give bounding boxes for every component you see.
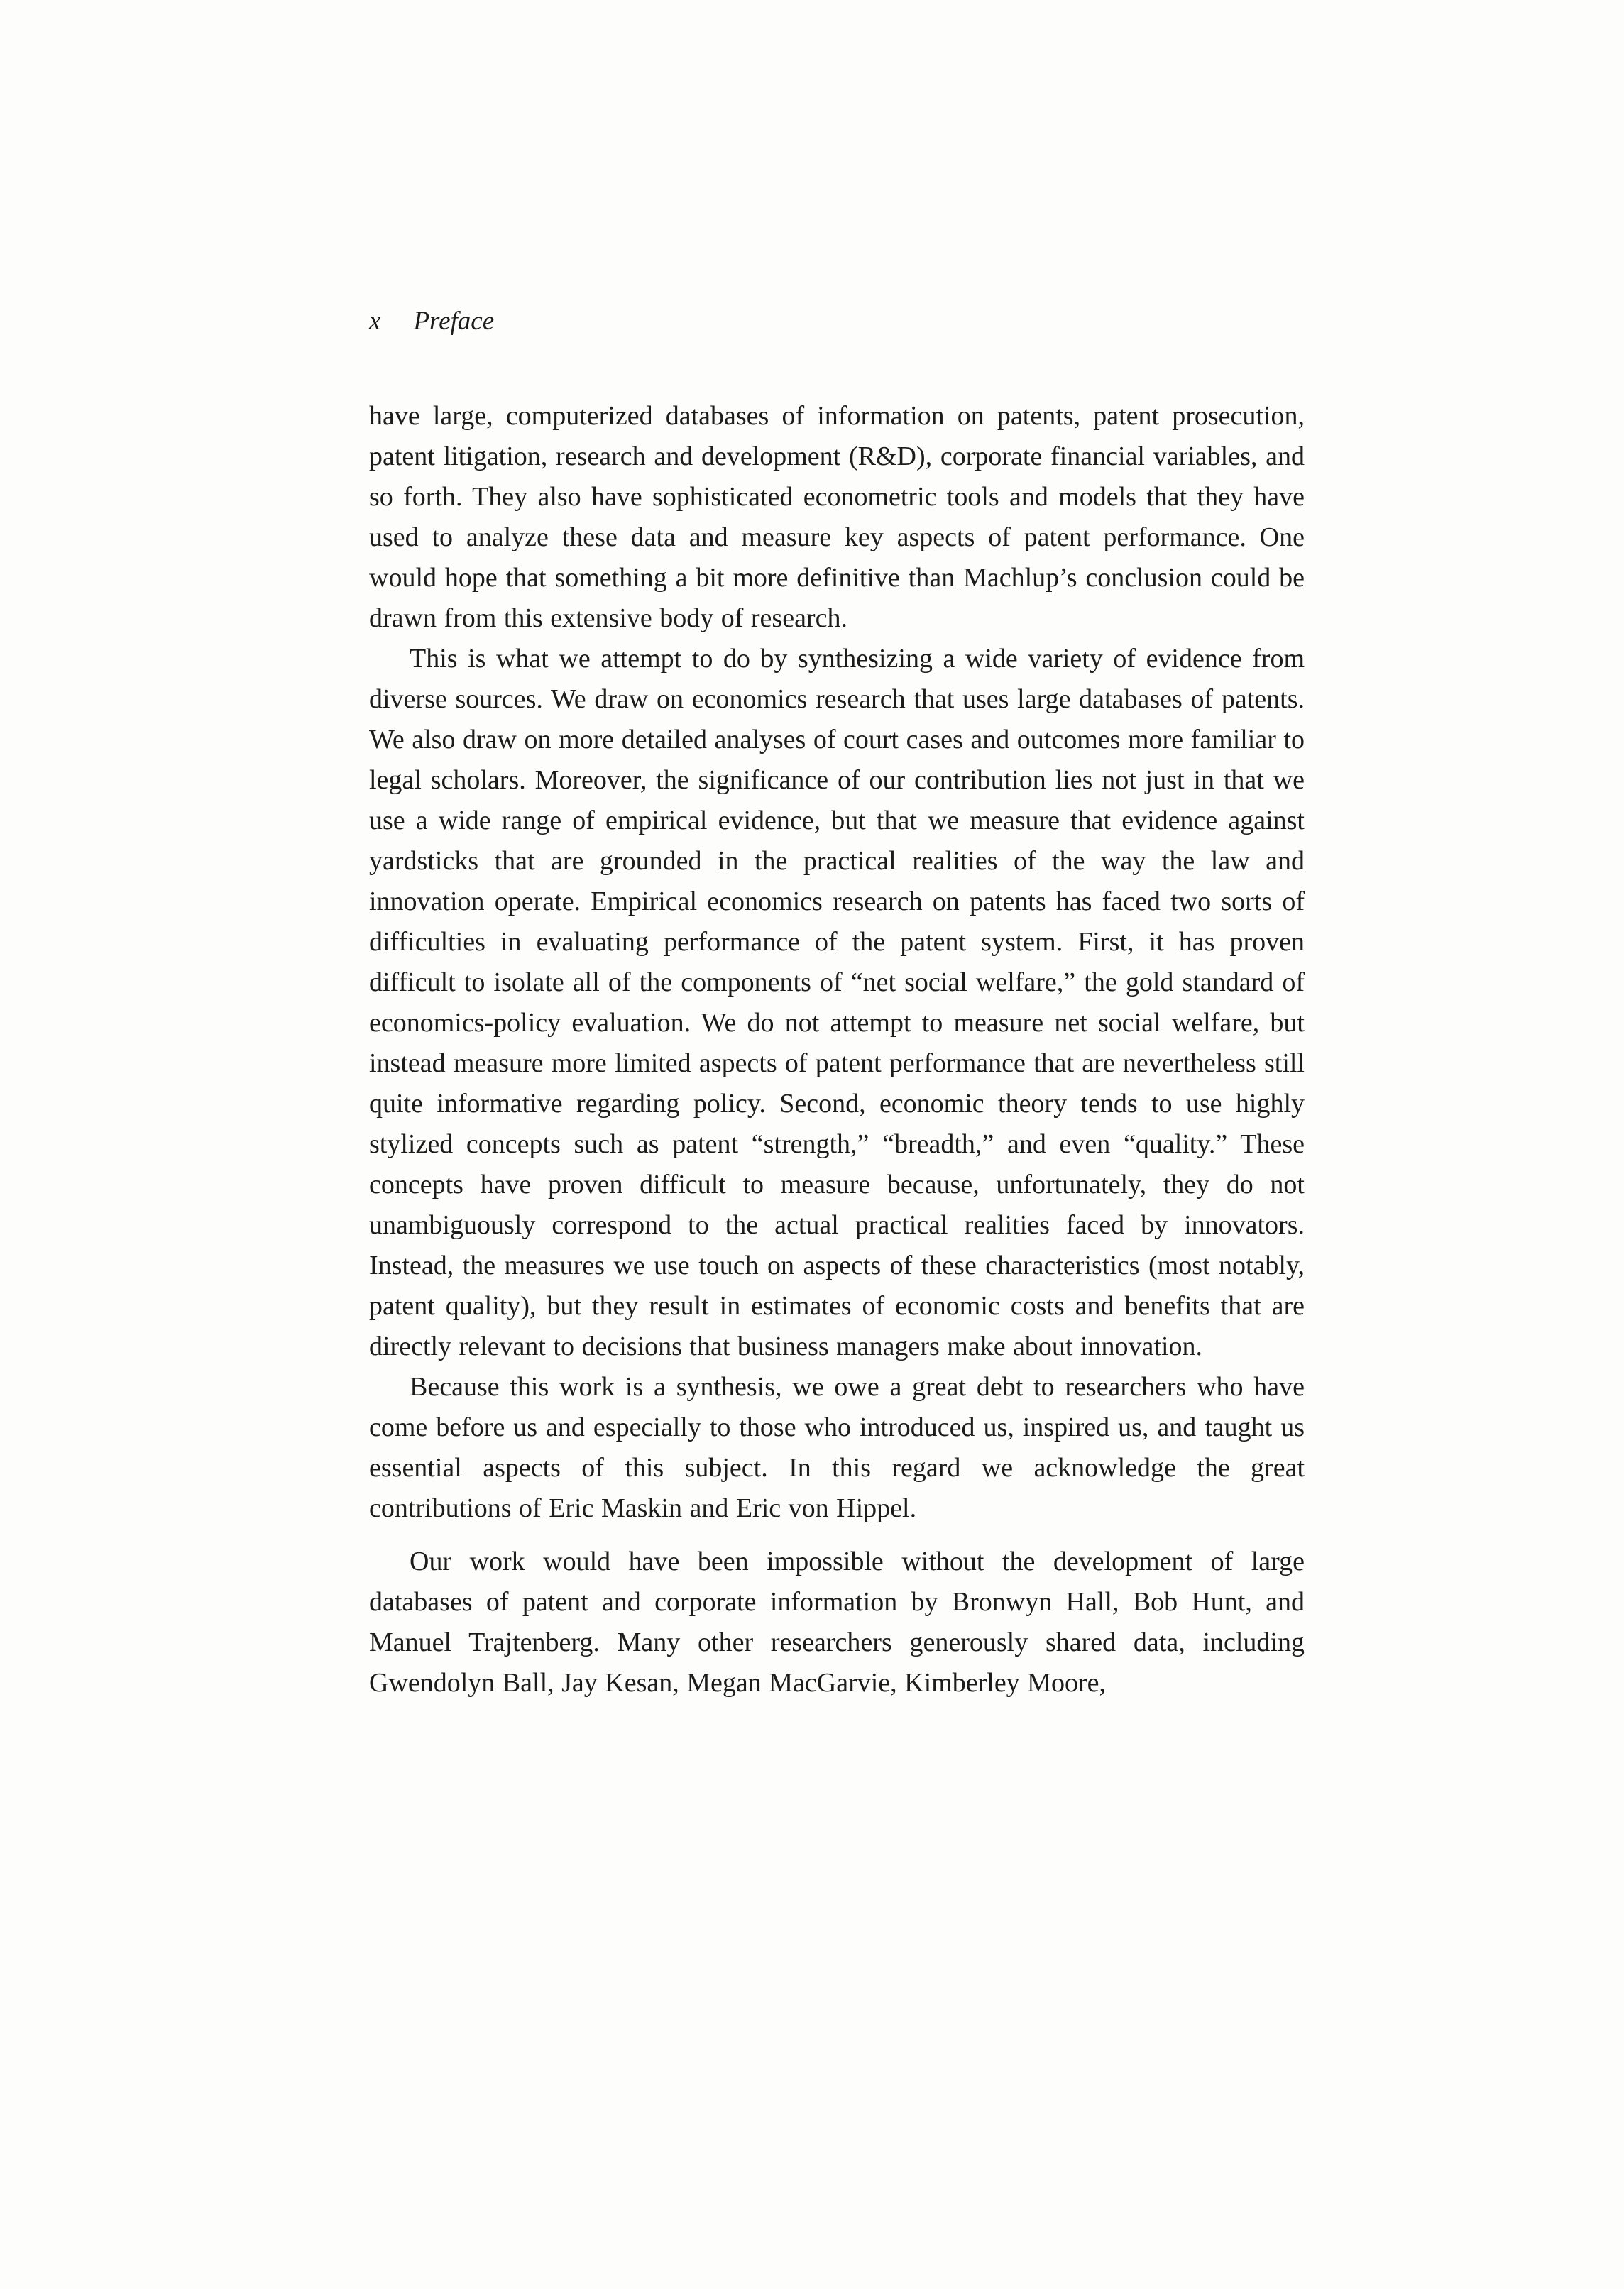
paragraph-1: have large, computerized databases of information on patents, patent prosecution, patent litigation, research and development (R&D), corporate financial variables, and so forth. They also have sophisticated econometric tools and models that they have used to analyze these data and measure key aspects of patent performance. One would hope that something a bit more definitive than Machlup’s conclusion could be drawn from this extensive body of research. <box>369 401 1305 633</box>
page-number: x <box>369 307 381 336</box>
paragraph-2: This is what we attempt to do by synthesizing a wide variety of evidence from diverse sources. We draw on economics research that uses large databases of patents. We also draw on more detailed analyses of court cases and outcomes more familiar to legal scholars. Moreover, the significance of our contribution lies not just in that we use a wide range of empirical evidence, but that we measure that evidence against yardsticks that are grounded in the practical realities of the way the law and innovation operate. Empirical economics research on patents has faced two sorts of difficulties in evaluating performance of the patent system. First, it has proven difficult to isolate all of the components of “net social welfare,” the gold standard of economics-policy evaluation. We do not attempt to measure net social welfare, but instead measure more limited aspects of patent performance that are nevertheless still quite informative regarding policy. Second, economic theory tends to use highly stylized concepts such as patent “strength,” “breadth,” and even “quality.” These concepts have proven difficult to measure because, unfortunately, they do not unambiguously correspond to the actual practical realities faced by innovators. Instead, the measures we use touch on aspects of these characteristics (most notably, patent quality), but they result in estimates of economic costs and benefits that are directly relevant to decisions that business managers make about innovation. <box>369 644 1305 1361</box>
page-body <box>369 396 1305 1703</box>
page-content <box>369 305 1305 1703</box>
running-head-title: Preface <box>413 307 495 336</box>
paragraph-4: Our work would have been impossible without the development of large databases of patent and corporate information by Bronwyn Hall, Bob Hunt, and Manuel Trajtenberg. Many other researchers generously shared data, including Gwendolyn Ball, Jay Kesan, Megan MacGarvie, Kimberley Moore, <box>369 1547 1305 1698</box>
paragraph-3: Because this work is a synthesis, we owe a great debt to researchers who have come before us and especially to those who introduced us, inspired us, and taught us essential aspects of this subject. In this regard we acknowledge the great contributions of Eric Maskin and Eric von Hippel. <box>369 1372 1305 1523</box>
running-header <box>369 305 1305 338</box>
